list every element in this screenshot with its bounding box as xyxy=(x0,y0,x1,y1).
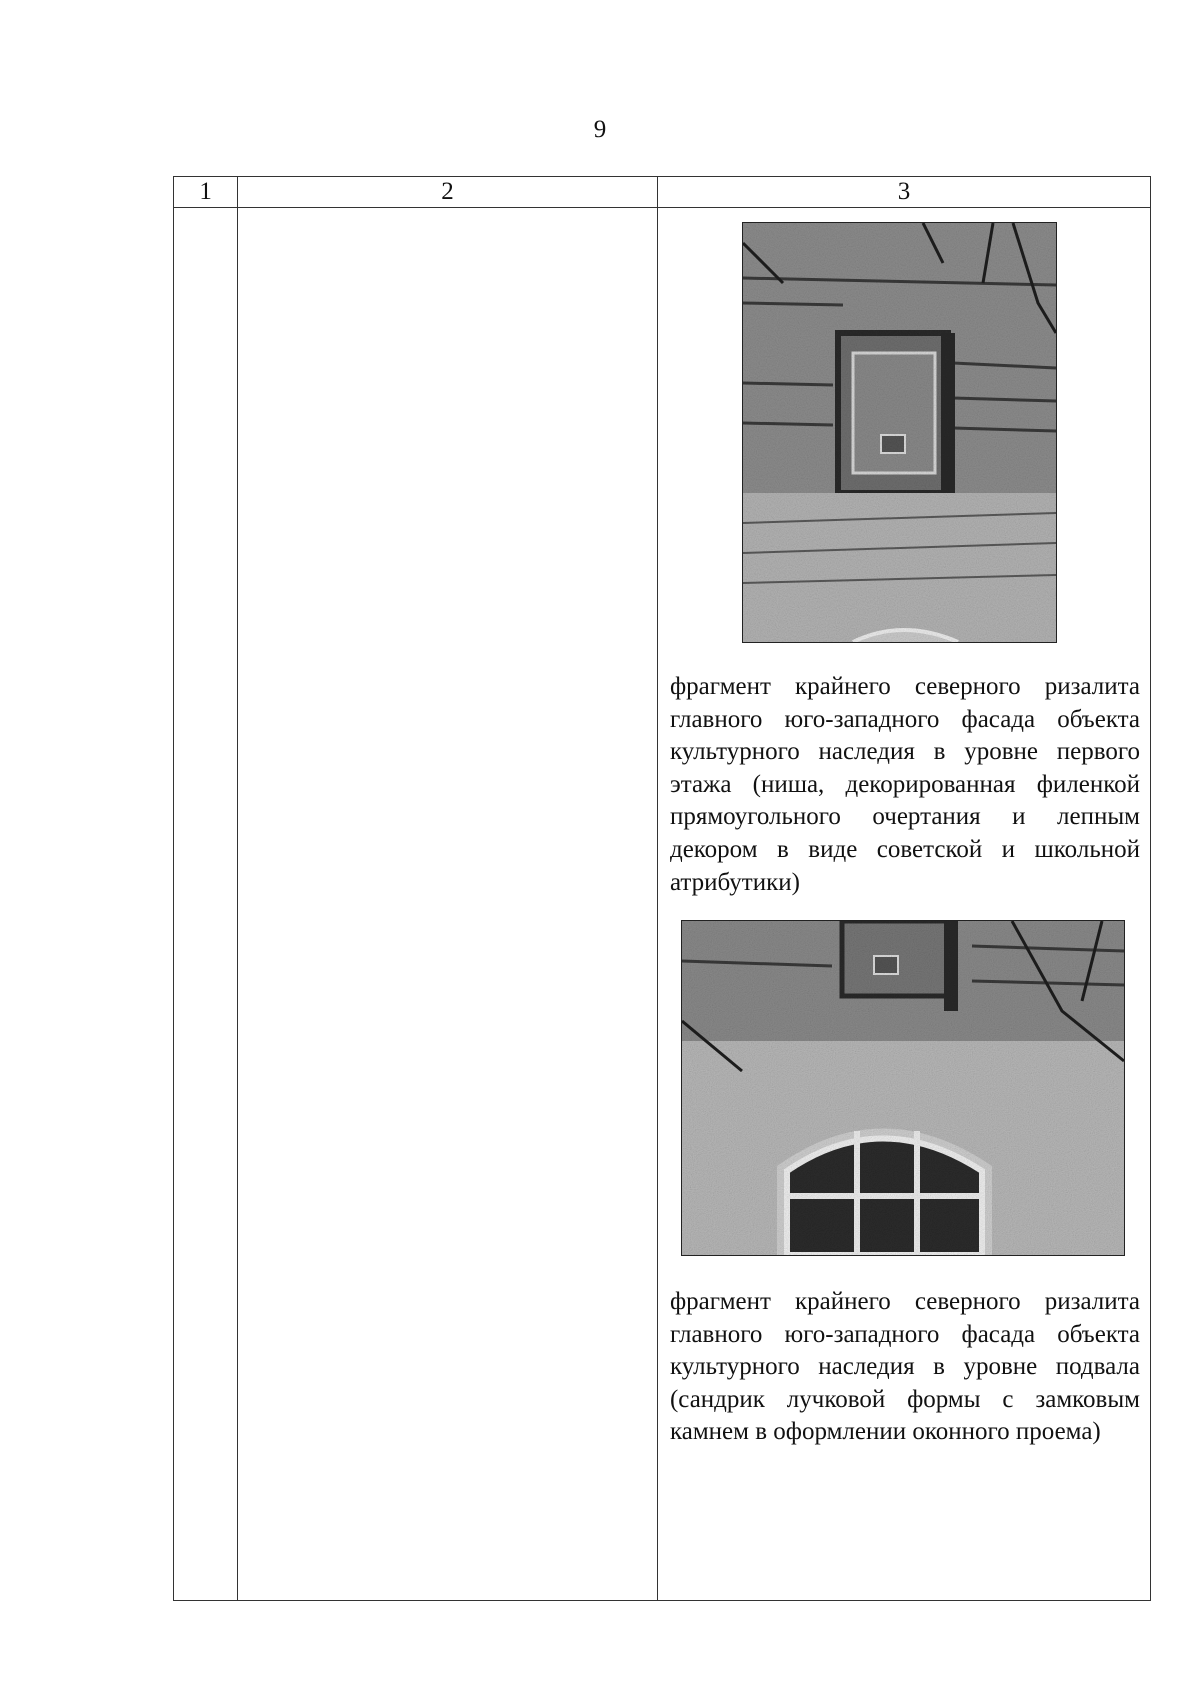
row-cell-2 xyxy=(238,208,658,1601)
photo-caption: фрагмент крайнего северного ризалита главного юго-западного фасада объекта культурного наследия в уровне первого этажа (ниша, декорированная филенкой прямоугольного очертания и лепным декором в виде советской и школьной атрибутики) xyxy=(669,673,1140,896)
table-header-row xyxy=(174,177,1151,208)
table-row xyxy=(174,208,1151,1601)
data-table xyxy=(173,176,1151,1601)
row-cell-1 xyxy=(174,208,238,1601)
header-cell-2: 2 xyxy=(238,177,658,208)
header-cell-1: 1 xyxy=(174,177,238,208)
page-number: 9 xyxy=(593,116,607,143)
header-cell-3: 3 xyxy=(657,177,1150,208)
photo-caption: фрагмент крайнего северного ризалита главного юго-западного фасада объекта культурного наследия в уровне подвала (сандрик лучковой формы с замковым камнем в оформлении оконного проема) xyxy=(669,1288,1140,1446)
photo-facade-niche xyxy=(742,222,1057,643)
photo-facade-window-arch xyxy=(681,920,1125,1256)
row-cell-3 xyxy=(657,208,1150,1601)
